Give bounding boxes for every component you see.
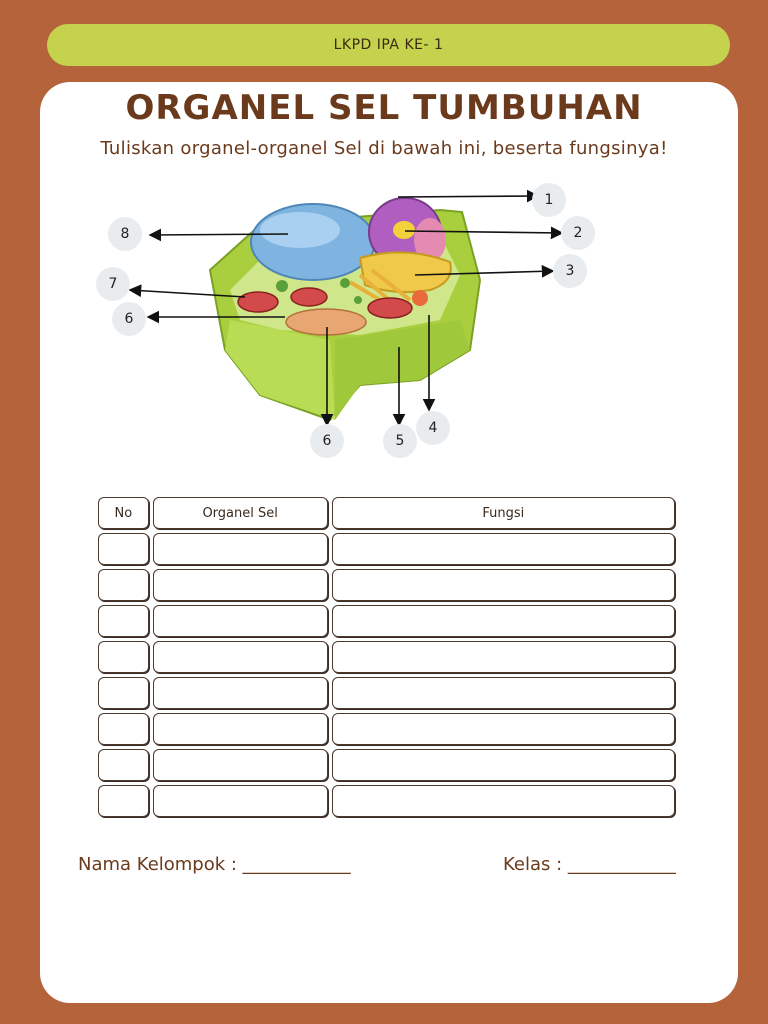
cell-no[interactable] bbox=[98, 677, 149, 709]
label-marker-1: 1 bbox=[532, 183, 566, 217]
cell-no[interactable] bbox=[98, 641, 149, 673]
class-field[interactable]: Kelas : ____________ bbox=[503, 854, 676, 875]
cell-no[interactable] bbox=[98, 569, 149, 601]
cell-no[interactable] bbox=[98, 785, 149, 817]
cell-fungsi[interactable] bbox=[332, 605, 675, 637]
cell-organel[interactable] bbox=[153, 785, 328, 817]
cell-organel[interactable] bbox=[153, 641, 328, 673]
cell-organel[interactable] bbox=[153, 713, 328, 745]
cell-fungsi[interactable] bbox=[332, 641, 675, 673]
label-marker-5: 5 bbox=[383, 424, 417, 458]
cell-organel[interactable] bbox=[153, 677, 328, 709]
label-marker-2: 2 bbox=[561, 216, 595, 250]
organelle-table bbox=[94, 493, 679, 821]
header-fungsi: Fungsi bbox=[332, 497, 675, 529]
cell-fungsi[interactable] bbox=[332, 677, 675, 709]
cell-no[interactable] bbox=[98, 749, 149, 781]
label-marker-4: 4 bbox=[416, 411, 450, 445]
page-title: ORGANEL SEL TUMBUHAN bbox=[125, 88, 643, 128]
table-row bbox=[98, 641, 675, 673]
cell-fungsi[interactable] bbox=[332, 713, 675, 745]
mitochondria-shape bbox=[238, 292, 278, 312]
table-row bbox=[98, 677, 675, 709]
cell-fungsi[interactable] bbox=[332, 749, 675, 781]
cell-organel[interactable] bbox=[153, 569, 328, 601]
cell-fungsi[interactable] bbox=[332, 569, 675, 601]
label-marker-3: 3 bbox=[553, 254, 587, 288]
cell-organel[interactable] bbox=[153, 605, 328, 637]
chloroplast-shape bbox=[286, 309, 366, 335]
cell-fungsi[interactable] bbox=[332, 533, 675, 565]
label-marker-6-bottom: 6 bbox=[310, 424, 344, 458]
table-row bbox=[98, 713, 675, 745]
table-row bbox=[98, 605, 675, 637]
header-no: No bbox=[98, 497, 149, 529]
cell-no[interactable] bbox=[98, 605, 149, 637]
cell-fungsi[interactable] bbox=[332, 785, 675, 817]
table-header-row bbox=[98, 497, 675, 529]
header-organel: Organel Sel bbox=[153, 497, 328, 529]
banner-text: LKPD IPA KE- 1 bbox=[333, 37, 444, 53]
cell-organel[interactable] bbox=[153, 533, 328, 565]
table-row bbox=[98, 749, 675, 781]
table-row bbox=[98, 785, 675, 817]
label-marker-6-left: 6 bbox=[112, 302, 146, 336]
table-row bbox=[98, 533, 675, 565]
table-row bbox=[98, 569, 675, 601]
group-name-field[interactable]: Nama Kelompok : ____________ bbox=[78, 854, 351, 875]
cell-no[interactable] bbox=[98, 713, 149, 745]
cell-no[interactable] bbox=[98, 533, 149, 565]
cell-organel[interactable] bbox=[153, 749, 328, 781]
label-marker-8: 8 bbox=[108, 217, 142, 251]
label-marker-7: 7 bbox=[96, 267, 130, 301]
page-instruction: Tuliskan organel-organel Sel di bawah ini, beserta fungsinya! bbox=[100, 138, 668, 159]
